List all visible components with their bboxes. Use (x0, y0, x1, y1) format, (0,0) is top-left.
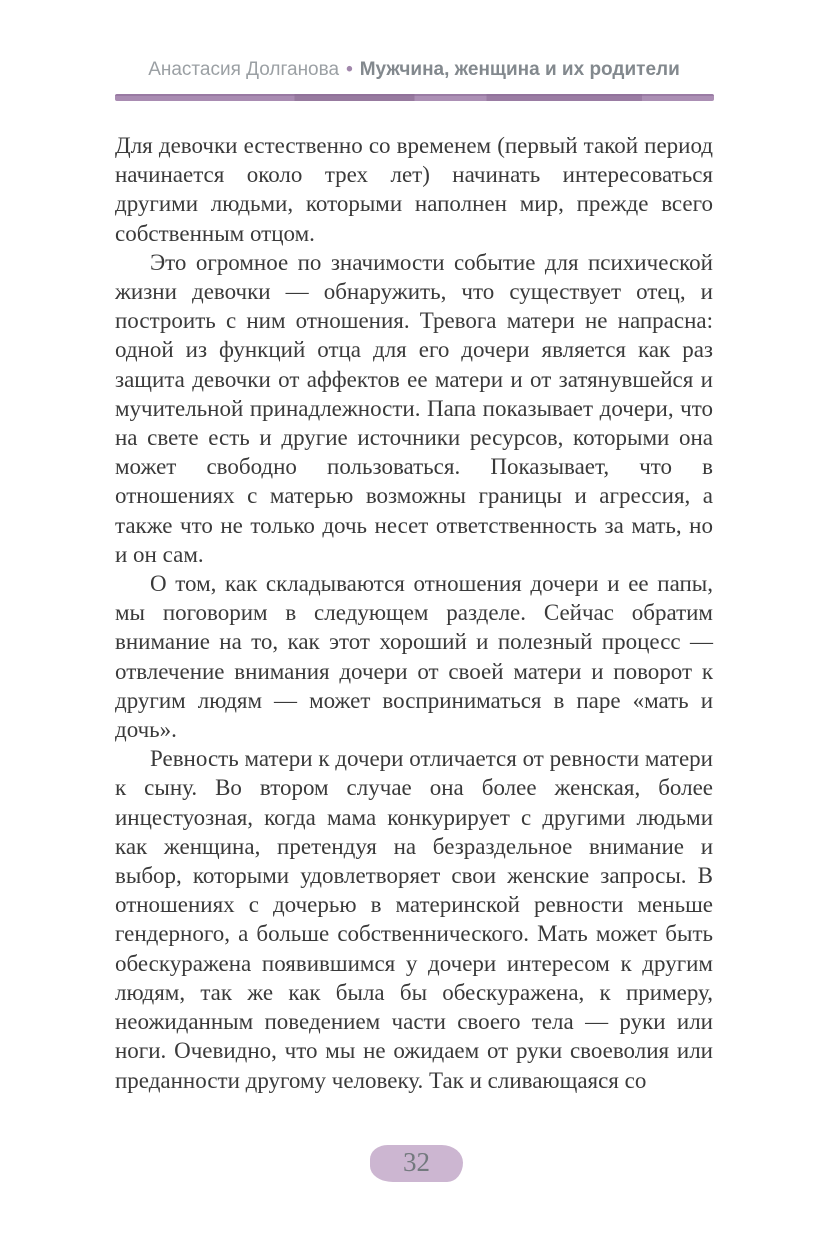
paragraph: О том, как складываются отношения дочери и ее папы, мы поговорим в следующем разделе. Сейчас обратим внимание на то, как этот хороший и полезный процесс — отвлечение внимания дочери от своей матери и поворот к другим людям — может восприниматься в паре «мать и дочь». (115, 571, 713, 743)
running-head (115, 58, 713, 82)
book-title: Мужчина, женщина и их родители (359, 59, 680, 80)
author-name: Анастасия Долганова (148, 59, 340, 80)
page-number: 32 (403, 1147, 430, 1177)
page-number-badge (370, 1145, 463, 1182)
paragraph: Это огромное по значимости событие для психической жизни девочки — обнаружить, что существует отец, и построить с ним отношения. Тревога матери не напрасна: одной из функций отца для его дочери является как раз защита девочки от аффектов ее матери и от затянувшейся и мучительной принадлежности. Папа показывает дочери, что на свете есть и другие источники ресурсов, которыми она может свободно пользоваться. Показывает, что в отношениях с матерью возможны границы и агрессия, а также что не только дочь несет ответственность за мать, но и он сам. (115, 249, 713, 567)
paragraph: Ревность матери к дочери отличается от ревности матери к сыну. Во втором случае она более женская, более инцестуозная, когда мама конкурирует с другими людьми как женщина, претендуя на безраздельное внимание и выбор, которыми удовлетворяет свои женские запросы. В отношениях с дочерью в материнской ревности меньше гендерного, а больше собственнического. Мать может быть обескуражена появившимся у дочери интересом к другим людям, так же как была бы обескуражена, к примеру, неожиданным поведением части своего тела — руки или ноги. Очевидно, что мы не ожидаем от руки своеволия или преданности другому человеку. Так и сливающаяся со (115, 746, 713, 1093)
header-divider-rule (115, 94, 714, 101)
page-text (115, 131, 713, 1095)
paragraph: Для девочки естественно со временем (первый такой период начинается около трех лет) начинать интересоваться другими людьми, которыми наполнен мир, прежде всего собственным отцом. (115, 133, 713, 246)
separator-bullet-icon: • (346, 59, 353, 80)
